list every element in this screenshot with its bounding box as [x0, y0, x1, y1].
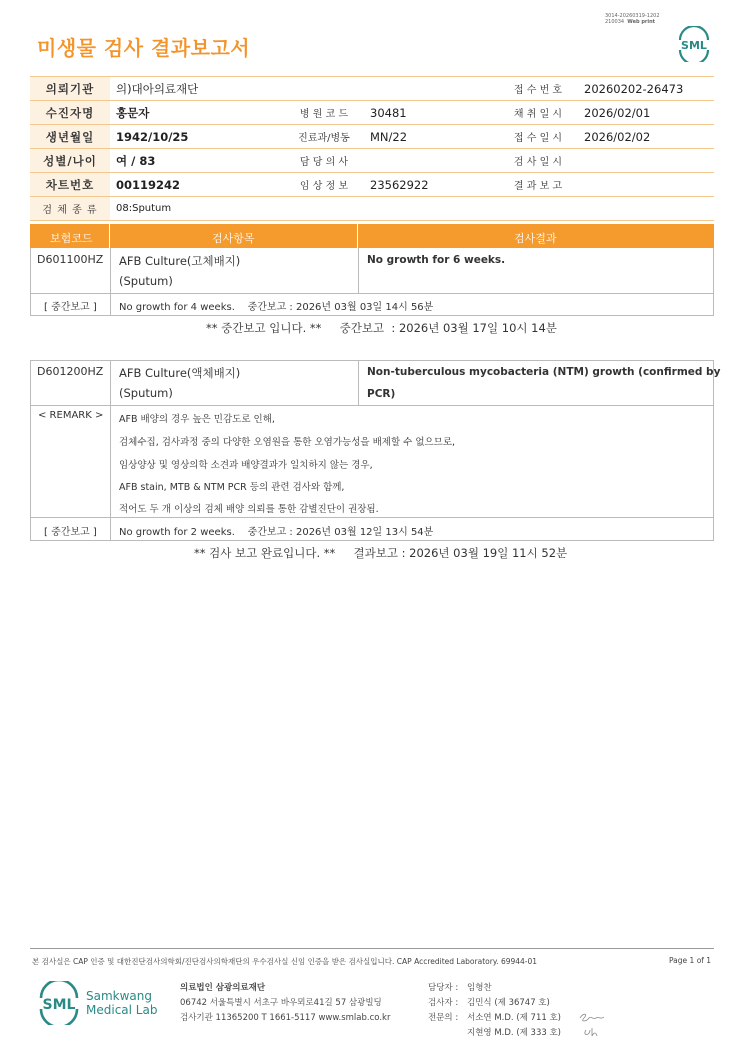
collect-date-value: 2026/02/01: [578, 101, 714, 125]
manager-label: 담당자 :: [428, 983, 459, 993]
col-item-header: 검사항목: [212, 232, 255, 245]
test1-interim-label: [ 중간보고 ]: [44, 302, 97, 313]
specialist1-value: 서소연 M.D. (제 711 호): [467, 1013, 562, 1023]
receipt-date-value: 2026/02/02: [578, 125, 714, 149]
receipt-date-label: 접 수 일 시: [498, 125, 578, 149]
result-report-label: 결 과 보 고: [498, 173, 578, 197]
test2-interim-label: [ 중간보고 ]: [44, 527, 97, 538]
remark-line: 검체수집, 검사과정 중의 다양한 오염원을 통한 오염가능성을 배제할 수 없으므로,: [119, 437, 456, 448]
receipt-no-label: 접 수 번 호: [498, 77, 578, 101]
test2-item-name: AFB Culture(액체배지): [119, 366, 241, 380]
remark-line: 임상양상 및 영상의학 소견과 배양결과가 일치하지 않는 경우,: [119, 460, 373, 471]
collect-date-label: 채 취 일 시: [498, 101, 578, 125]
birth-label: 생년월일: [30, 125, 110, 149]
dept-label: 진료과/병동: [284, 125, 364, 149]
result-report-value: [578, 173, 714, 197]
dept-value: MN/22: [364, 125, 498, 149]
examinee-label: 수진자명: [30, 101, 110, 125]
test-date-value: [578, 149, 714, 173]
remark-line: 적어도 두 개 이상의 검체 배양 의뢰를 통한 감별진단이 권장됨.: [119, 504, 379, 515]
test1-status-note: ** 중간보고 입니다. ** 중간보고 : 2026년 03월 17일 10시 14분: [206, 321, 557, 335]
test1-item-name: AFB Culture(고체배지): [119, 254, 241, 268]
hospital-code-label: 병 원 코 드: [284, 101, 364, 125]
col-result-header: 검사결과: [514, 232, 557, 245]
hospital-code-value: 30481: [364, 101, 498, 125]
svg-text:SML: SML: [681, 39, 707, 52]
sml-brand-logo-icon: [36, 981, 82, 1025]
brand-name: Samkwang Medical Lab: [86, 989, 158, 1017]
results-header: [30, 224, 714, 248]
sml-logo-icon: [676, 26, 712, 62]
specialist2-value: 지현영 M.D. (제 333 호): [467, 1028, 562, 1038]
chart-label: 차트번호: [30, 173, 110, 197]
test1-code: D601100HZ: [37, 253, 104, 266]
page-number: Page 1 of 1: [669, 956, 712, 965]
birth-value: 1942/10/25: [110, 125, 284, 149]
specimen-value: 08:Sputum: [110, 197, 714, 221]
examinee-value: 홍문자: [110, 101, 284, 125]
test2-code: D601200HZ: [37, 365, 104, 378]
test-date-label: 검 사 일 시: [498, 149, 578, 173]
test2-item-specimen: (Sputum): [119, 386, 173, 400]
doctor-label: 담 당 의 사: [284, 149, 364, 173]
test2-status-note: ** 검사 보고 완료입니다. ** 결과보고 : 2026년 03월 19일 11시 52분: [194, 546, 568, 560]
test2-result-line2: PCR): [367, 388, 396, 400]
test1-item-specimen: (Sputum): [119, 274, 173, 288]
test1-interim-text: No growth for 4 weeks. 중간보고 : 2026년 03월 03일 14시 56분: [119, 302, 434, 313]
test2-remark-label: < REMARK >: [38, 410, 104, 421]
report-title: 미생물 검사 결과보고서: [37, 36, 251, 60]
chart-value: 00119242: [110, 173, 284, 197]
patient-info-table: [30, 76, 714, 221]
tester-label: 검사자 :: [428, 998, 459, 1008]
requester-value: 의)대아의료재단: [110, 77, 498, 101]
doctor-value: [364, 149, 498, 173]
tester-value: 김민식 (제 36747 호): [467, 998, 550, 1008]
svg-text:SML: SML: [42, 997, 76, 1013]
remark-line: AFB 배양의 경우 높은 민감도로 인해,: [119, 414, 275, 425]
org-name: 의료법인 삼광의료재단: [180, 983, 266, 993]
document-id: 3014-20260319-1202 210034 Web print: [605, 13, 660, 25]
receipt-no-value: 20260202-26473: [578, 77, 714, 101]
org-address: 06742 서울특별시 서초구 바우뫼로41길 57 삼광빌딩: [180, 998, 382, 1008]
specimen-label: 검 체 종 류: [30, 197, 110, 221]
sex-age-value: 여 / 83: [110, 149, 284, 173]
clinical-value: 23562922: [364, 173, 498, 197]
footer-divider: [30, 948, 714, 949]
specialist-label: 전문의 :: [428, 1013, 459, 1023]
cert-statement: 본 검사실은 CAP 인증 및 대한진단검사의학회/진단검사의학재단의 우수검사실 신임 인증을 받은 검사실입니다. CAP Accredited Laboratory. 69944-01: [32, 957, 538, 966]
test1-result: No growth for 6 weeks.: [367, 254, 506, 266]
requester-label: 의뢰기관: [30, 77, 110, 101]
org-contact: 검사기관 11365200 T 1661-5117 www.smlab.co.kr: [180, 1013, 391, 1023]
test2-result-line1: Non-tuberculous mycobacteria (NTM) growth (confirmed by: [367, 366, 721, 378]
manager-value: 임형찬: [467, 983, 492, 993]
test2-interim-text: No growth for 2 weeks. 중간보고 : 2026년 03월 12일 13시 54분: [119, 527, 434, 538]
col-code-header: 보험코드: [50, 232, 93, 245]
signature-icon: [576, 1008, 612, 1040]
clinical-label: 임 상 정 보: [284, 173, 364, 197]
remark-line: AFB stain, MTB & NTM PCR 등의 관련 검사와 함께,: [119, 482, 345, 493]
sex-age-label: 성별/나이: [30, 149, 110, 173]
